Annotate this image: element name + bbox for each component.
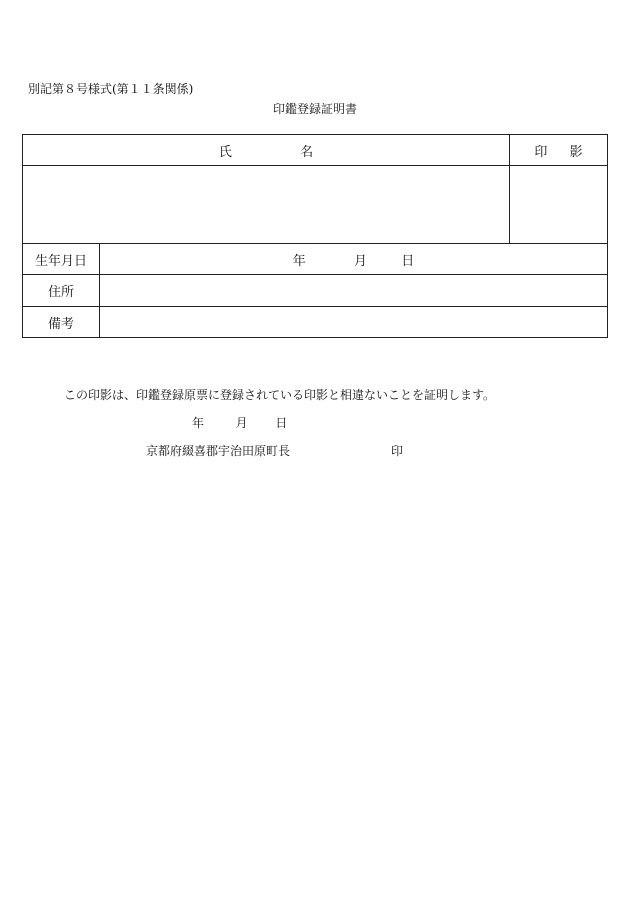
birth-year-label: 年 (292, 253, 306, 269)
birthdate-label: 生年月日 (23, 244, 100, 275)
birth-day-label: 日 (401, 253, 415, 269)
certificate-table (22, 134, 608, 338)
seal-header-cell (510, 135, 608, 166)
name-value-cell (23, 166, 510, 244)
birthdate-value-cell (100, 244, 608, 275)
seal-header-part2: 影 (569, 144, 583, 160)
issuer-name: 京都府綴喜郡宇治田原町長 (146, 444, 291, 458)
issue-year-label: 年 (192, 416, 205, 430)
header-row (23, 135, 608, 166)
remarks-value-cell (100, 307, 608, 338)
address-value-cell (100, 275, 608, 307)
issue-day-label: 日 (275, 416, 288, 430)
remarks-row (23, 307, 608, 338)
certification-statement: この印影は、印鑑登録原票に登録されている印影と相違ないことを証明します。 (64, 388, 496, 402)
birth-month-label: 月 (353, 253, 367, 269)
address-row (23, 275, 608, 307)
seal-header-part1: 印 (534, 144, 548, 160)
seal-impression-cell (510, 166, 608, 244)
issue-month-label: 月 (235, 416, 248, 430)
name-row (23, 166, 608, 244)
address-label: 住所 (23, 275, 100, 307)
birthdate-row (23, 244, 608, 275)
issuer-seal-mark: 印 (391, 444, 404, 458)
name-header-part1: 氏 (218, 144, 232, 160)
form-reference: 別記第８号様式(第１１条関係) (28, 82, 194, 96)
document-title: 印鑑登録証明書 (272, 102, 357, 116)
remarks-label: 備考 (23, 307, 100, 338)
issue-date (192, 414, 287, 431)
name-header-part2: 名 (300, 144, 314, 160)
name-header-cell (23, 135, 510, 166)
